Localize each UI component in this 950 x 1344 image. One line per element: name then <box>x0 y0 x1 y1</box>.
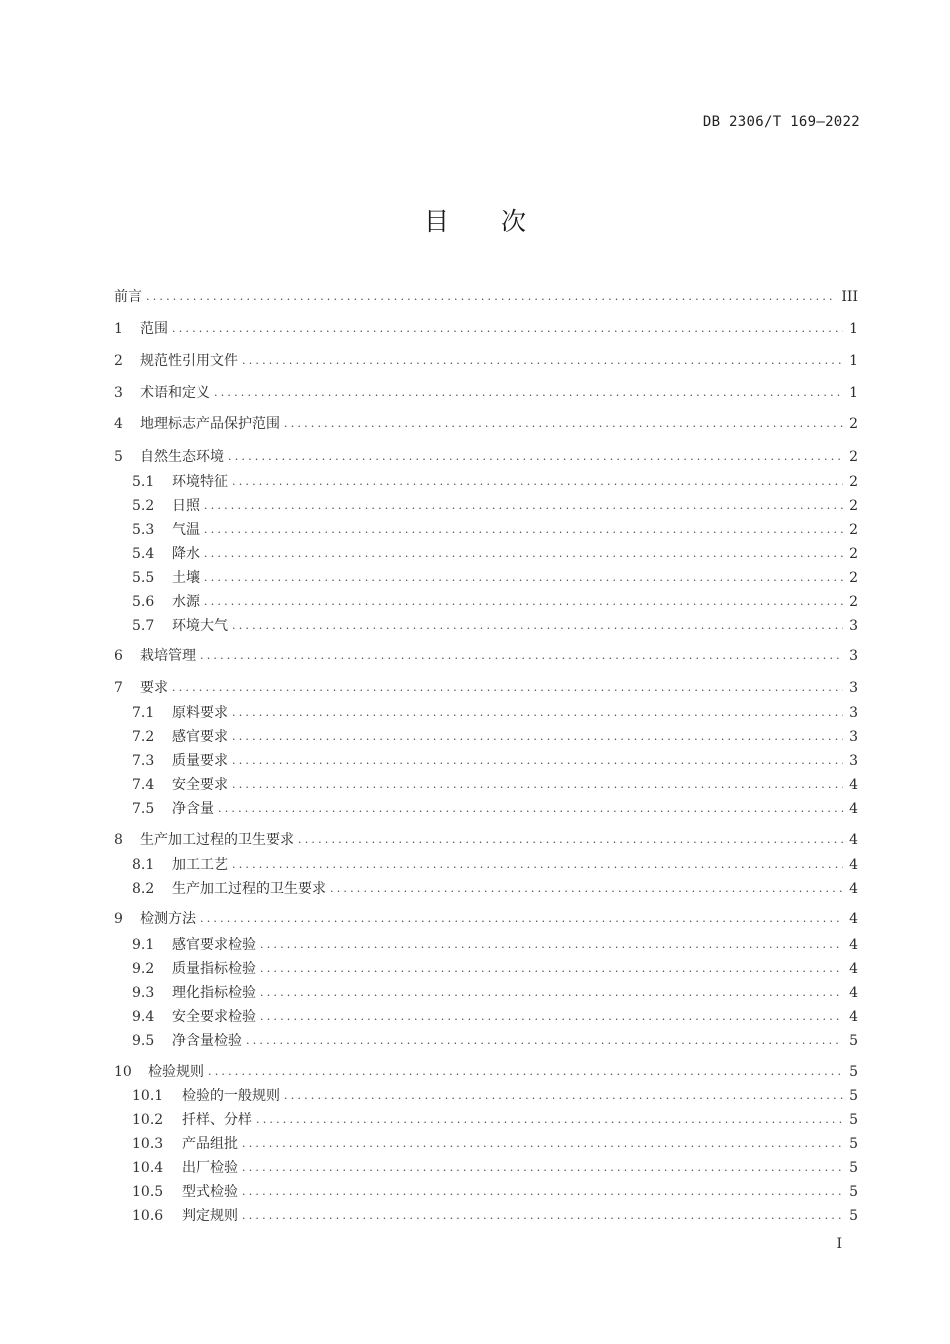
toc-dot-leader <box>228 447 843 467</box>
toc-dot-leader <box>146 287 835 307</box>
toc-entry-page: 2 <box>849 522 858 538</box>
toc-entry[interactable] <box>132 1182 858 1202</box>
toc-entry[interactable] <box>132 1134 858 1154</box>
toc-entry-page: 4 <box>849 985 858 1001</box>
toc-entry-number: 2 <box>114 353 123 369</box>
toc-entry-page: 2 <box>849 570 858 586</box>
toc-dot-leader <box>260 959 843 979</box>
toc-entry[interactable] <box>132 855 858 875</box>
toc-entry-label: 判定规则 <box>182 1208 238 1224</box>
toc-dot-leader <box>242 1206 843 1226</box>
toc-dot-leader <box>208 1062 843 1082</box>
toc-entry[interactable] <box>132 592 858 612</box>
toc-entry-number: 7.4 <box>132 777 155 793</box>
toc-entry-number: 9.3 <box>132 985 155 1001</box>
toc-entry-label: 栽培管理 <box>140 648 196 664</box>
toc-dot-leader <box>204 520 843 540</box>
toc-entry[interactable] <box>114 383 858 403</box>
toc-entry-label: 净含量检验 <box>172 1033 242 1049</box>
toc-entry[interactable] <box>114 909 858 929</box>
toc-entry-number: 5.1 <box>132 474 155 490</box>
toc-entry-number: 10.1 <box>132 1088 164 1104</box>
toc-entry-number: 5.7 <box>132 618 155 634</box>
toc-dot-leader <box>232 775 843 795</box>
toc-entry-label: 水源 <box>172 594 200 610</box>
toc-entry[interactable] <box>114 646 858 666</box>
toc-entry-label: 质量要求 <box>172 753 228 769</box>
toc-dot-leader <box>284 1086 843 1106</box>
toc-entry[interactable] <box>132 1086 858 1106</box>
toc-entry-label: 质量指标检验 <box>172 961 256 977</box>
toc-entry-number: 9.4 <box>132 1009 155 1025</box>
toc-entry[interactable] <box>132 520 858 540</box>
toc-dot-leader <box>298 830 843 850</box>
toc-entry[interactable] <box>132 472 858 492</box>
toc-entry-label: 出厂检验 <box>182 1160 238 1176</box>
toc-dot-leader <box>218 799 843 819</box>
toc-entry-label: 规范性引用文件 <box>140 353 238 369</box>
toc-entry-page: 3 <box>849 618 858 634</box>
toc-entry[interactable] <box>114 287 858 307</box>
toc-dot-leader <box>330 879 843 899</box>
toc-entry-label: 安全要求 <box>172 777 228 793</box>
toc-entry-page: 3 <box>849 729 858 745</box>
toc-dot-leader <box>214 383 843 403</box>
toc-entry[interactable] <box>132 727 858 747</box>
toc-dot-leader <box>232 855 843 875</box>
toc-entry-label: 土壤 <box>172 570 200 586</box>
toc-dot-leader <box>242 1182 843 1202</box>
toc-entry[interactable] <box>132 959 858 979</box>
toc-entry-number: 10.3 <box>132 1136 164 1152</box>
toc-entry-page: 5 <box>849 1088 858 1104</box>
toc-entry-label: 环境特征 <box>172 474 228 490</box>
toc-dot-leader <box>200 646 843 666</box>
toc-entry-number: 9.1 <box>132 937 155 953</box>
toc-dot-leader <box>232 727 843 747</box>
toc-dot-leader <box>246 1031 843 1051</box>
toc-entry-page: 4 <box>849 961 858 977</box>
toc-entry[interactable] <box>114 830 858 850</box>
toc-entry-page: 4 <box>849 881 858 897</box>
toc-entry-page: 5 <box>849 1064 858 1080</box>
toc-entry-number: 4 <box>114 416 123 432</box>
toc-entry-number: 7 <box>114 680 123 696</box>
toc-entry-page: 1 <box>849 353 858 369</box>
toc-entry-page: 2 <box>849 498 858 514</box>
toc-entry-label: 生产加工过程的卫生要求 <box>172 881 326 897</box>
toc-entry-page: 2 <box>849 449 858 465</box>
toc-entry-number: 7.1 <box>132 705 155 721</box>
toc-entry-number: 7.5 <box>132 801 155 817</box>
toc-entry-number: 7.2 <box>132 729 155 745</box>
toc-entry-number: 10.5 <box>132 1184 164 1200</box>
toc-entry-label: 降水 <box>172 546 200 562</box>
toc-entry-page: 2 <box>849 416 858 432</box>
toc-entry-page: 1 <box>849 385 858 401</box>
toc-entry-label: 日照 <box>172 498 200 514</box>
toc-entry-number: 7.3 <box>132 753 155 769</box>
page-title: 目次 <box>423 207 578 236</box>
toc-entry[interactable] <box>132 616 858 636</box>
toc-entry-label: 加工工艺 <box>172 857 228 873</box>
toc-dot-leader <box>232 616 843 636</box>
toc-entry-number: 5.5 <box>132 570 155 586</box>
toc-entry-page: 2 <box>849 594 858 610</box>
toc-entry-page: III <box>841 289 858 305</box>
toc-dot-leader <box>242 1134 843 1154</box>
toc-entry-page: 4 <box>849 911 858 927</box>
toc-entry-label: 产品组批 <box>182 1136 238 1152</box>
toc-entry[interactable] <box>114 447 858 467</box>
toc-entry-label: 感官要求检验 <box>172 937 256 953</box>
toc-entry[interactable] <box>114 351 858 371</box>
toc-entry[interactable] <box>132 568 858 588</box>
toc-dot-leader <box>172 678 843 698</box>
toc-entry-label: 范围 <box>140 321 168 337</box>
toc-entry[interactable] <box>114 414 858 434</box>
toc-entry-number: 9 <box>114 911 123 927</box>
toc-entry-page: 3 <box>849 705 858 721</box>
toc-entry-number: 3 <box>114 385 123 401</box>
toc-entry-number: 10.2 <box>132 1112 164 1128</box>
toc-dot-leader <box>204 592 843 612</box>
toc-dot-leader <box>284 414 843 434</box>
toc-entry-number: 10 <box>114 1064 132 1080</box>
toc-entry[interactable] <box>132 799 858 819</box>
toc-entry-page: 4 <box>849 801 858 817</box>
toc-entry-number: 5.3 <box>132 522 155 538</box>
toc-entry-page: 5 <box>849 1112 858 1128</box>
toc-entry-number: 10.4 <box>132 1160 164 1176</box>
toc-entry-number: 5 <box>114 449 123 465</box>
toc-entry[interactable] <box>114 1062 858 1082</box>
toc-entry-label: 检测方法 <box>140 911 196 927</box>
toc-entry-page: 5 <box>849 1208 858 1224</box>
toc-entry-page: 2 <box>849 546 858 562</box>
toc-entry-number: 9.5 <box>132 1033 155 1049</box>
toc-entry-page: 5 <box>849 1136 858 1152</box>
toc-dot-leader <box>172 319 843 339</box>
toc-entry-page: 4 <box>849 937 858 953</box>
toc-entry-page: 3 <box>849 648 858 664</box>
toc-dot-leader <box>204 496 843 516</box>
toc-entry-page: 4 <box>849 832 858 848</box>
toc-dot-leader <box>204 544 843 564</box>
toc-dot-leader <box>200 909 843 929</box>
toc-entry[interactable] <box>132 983 858 1003</box>
toc-dot-leader <box>232 472 843 492</box>
toc-entry-number: 1 <box>114 321 123 337</box>
toc-entry-page: 4 <box>849 1009 858 1025</box>
toc-entry[interactable] <box>132 879 858 899</box>
toc-entry-label: 检验的一般规则 <box>182 1088 280 1104</box>
toc-entry[interactable] <box>132 496 858 516</box>
toc-entry-page: 5 <box>849 1160 858 1176</box>
toc-entry-number: 5.6 <box>132 594 155 610</box>
toc-entry-label: 环境大气 <box>172 618 228 634</box>
toc-dot-leader <box>242 351 843 371</box>
toc-entry-label: 术语和定义 <box>140 385 210 401</box>
toc-dot-leader <box>232 751 843 771</box>
toc-entry-page: 4 <box>849 777 858 793</box>
toc-entry-number: 8.2 <box>132 881 155 897</box>
toc-dot-leader <box>260 935 843 955</box>
toc-dot-leader <box>242 1158 843 1178</box>
toc-entry-number: 6 <box>114 648 123 664</box>
toc-dot-leader <box>260 1007 843 1027</box>
toc-entry[interactable] <box>132 935 858 955</box>
toc-entry-page: 4 <box>849 857 858 873</box>
toc-entry-label: 自然生态环境 <box>140 449 224 465</box>
toc-entry[interactable] <box>132 544 858 564</box>
toc-entry-number: 8 <box>114 832 123 848</box>
toc-dot-leader <box>256 1110 843 1130</box>
toc-entry-label: 型式检验 <box>182 1184 238 1200</box>
toc-entry[interactable] <box>114 319 858 339</box>
toc-entry-label: 感官要求 <box>172 729 228 745</box>
toc-entry[interactable] <box>132 1158 858 1178</box>
toc-entry[interactable] <box>114 678 858 698</box>
toc-entry-label: 气温 <box>172 522 200 538</box>
toc-entry[interactable] <box>132 775 858 795</box>
toc-dot-leader <box>204 568 843 588</box>
toc-entry[interactable] <box>132 1031 858 1051</box>
toc-entry-page: 3 <box>849 753 858 769</box>
toc-entry-label: 原料要求 <box>172 705 228 721</box>
toc-dot-leader <box>260 983 843 1003</box>
toc-entry[interactable] <box>132 751 858 771</box>
toc-dot-leader <box>232 703 843 723</box>
document-number: DB 2306/T 169—2022 <box>702 114 860 130</box>
toc-entry-label: 净含量 <box>172 801 214 817</box>
toc-entry[interactable] <box>132 703 858 723</box>
toc-entry[interactable] <box>132 1110 858 1130</box>
toc-entry-number: 5.2 <box>132 498 155 514</box>
toc-entry-label: 前言 <box>114 289 142 305</box>
toc-entry-label: 要求 <box>140 680 168 696</box>
toc-entry-label: 生产加工过程的卫生要求 <box>140 832 294 848</box>
toc-entry-number: 10.6 <box>132 1208 164 1224</box>
toc-entry-number: 5.4 <box>132 546 155 562</box>
toc-entry-label: 地理标志产品保护范围 <box>140 416 280 432</box>
toc-entry-page: 5 <box>849 1033 858 1049</box>
toc-entry-label: 扦样、分样 <box>182 1112 252 1128</box>
toc-entry-page: 3 <box>849 680 858 696</box>
toc-entry-number: 8.1 <box>132 857 155 873</box>
toc-entry[interactable] <box>132 1007 858 1027</box>
toc-entry-label: 安全要求检验 <box>172 1009 256 1025</box>
toc-entry-number: 9.2 <box>132 961 155 977</box>
toc-entry-page: 2 <box>849 474 858 490</box>
toc-entry-page: 1 <box>849 321 858 337</box>
toc-entry-page: 5 <box>849 1184 858 1200</box>
footer-page-number: I <box>836 1236 842 1252</box>
toc-entry-label: 理化指标检验 <box>172 985 256 1001</box>
toc-entry[interactable] <box>132 1206 858 1226</box>
toc-entry-label: 检验规则 <box>148 1064 204 1080</box>
